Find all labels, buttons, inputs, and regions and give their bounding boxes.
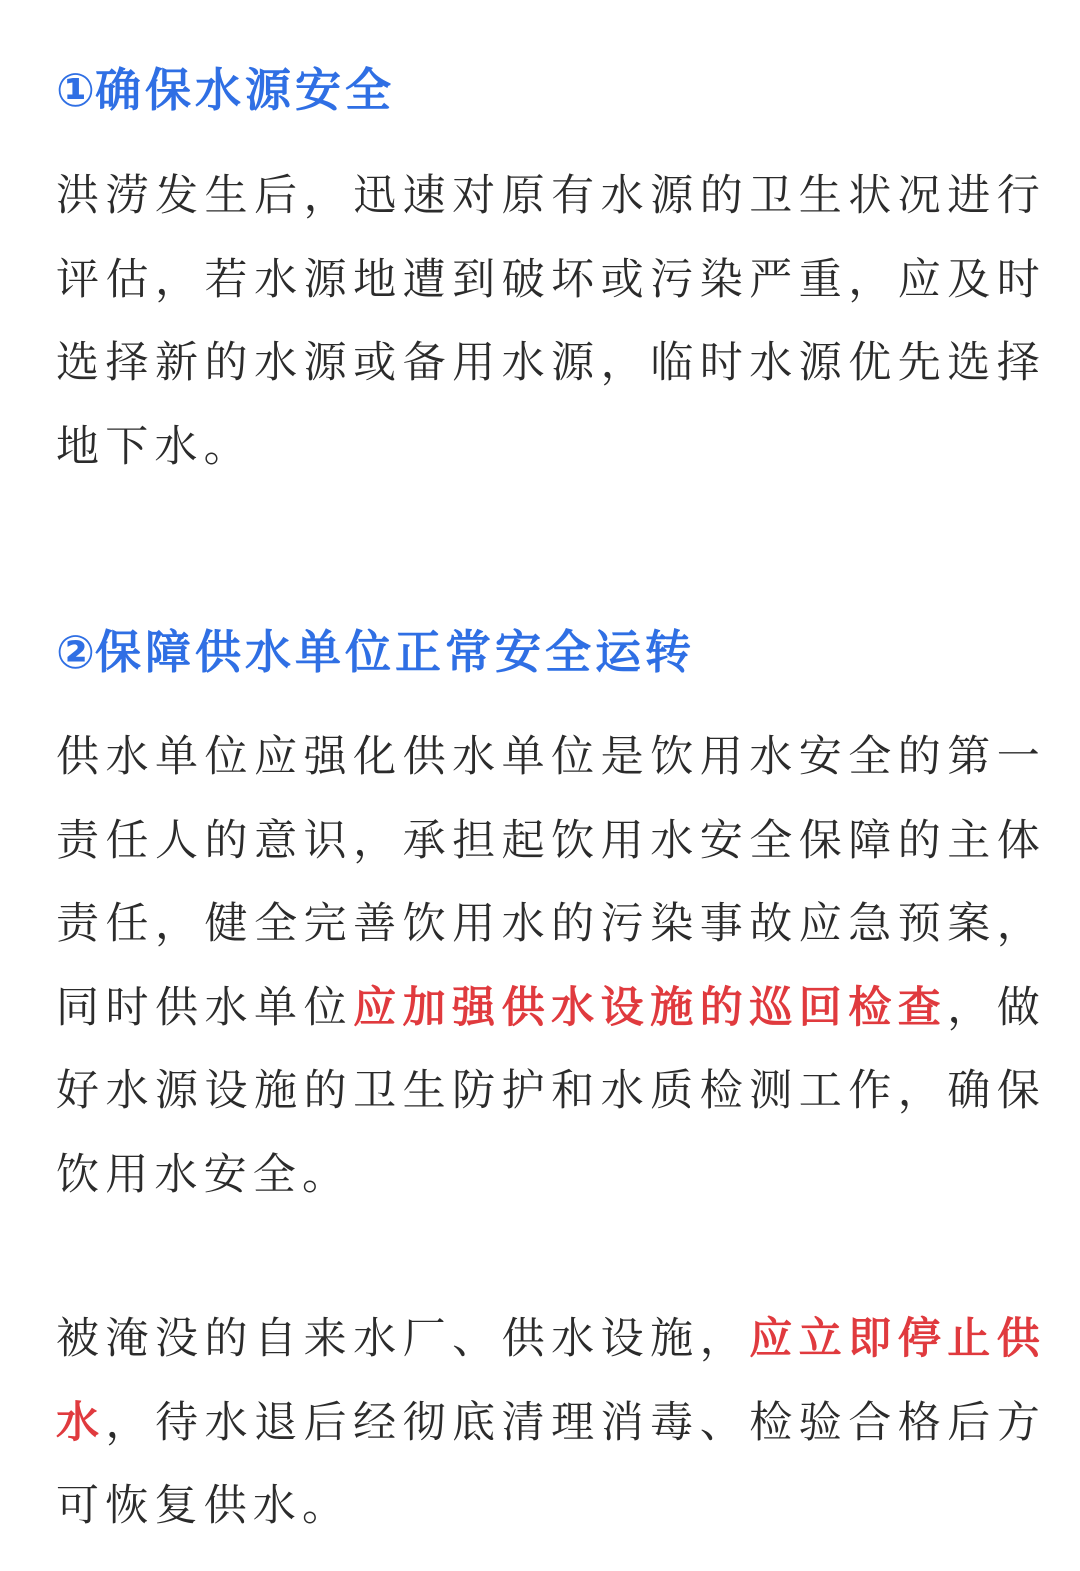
section-title: 保障供水单位正常安全运转 xyxy=(94,625,695,679)
highlight-text: 应立即停止供水 xyxy=(56,1314,1046,1448)
paragraph-text: 被淹没的自来水厂、供水设施， xyxy=(56,1314,750,1364)
highlight-text: 应加强供水设施的巡回检查 xyxy=(353,982,948,1033)
section-number: ① xyxy=(56,63,95,117)
paragraph-text: 供水单位应强化供水单位是饮用水安全的第一责任人的意识，承担起饮用水安全保障的主体责任，健全完善饮用水的污染事故应急预案，同时供水单位 xyxy=(56,732,1046,1033)
section-heading-water-supply xyxy=(56,622,695,682)
paragraph-flooded-plant xyxy=(56,1298,1046,1549)
section-number: ② xyxy=(56,625,95,679)
section-heading-water-source xyxy=(56,60,395,120)
paragraph-text: ，做好水源设施的卫生防护和水质检测工作，确保饮用水安全。 xyxy=(56,982,1046,1200)
paragraph-water-source: 洪涝发生后，迅速对原有水源的卫生状况进行评估，若水源地遭到破坏或污染严重，应及时选择新的水源或备用水源，临时水源优先选择地下水。 xyxy=(56,171,1046,472)
section-title: 确保水源安全 xyxy=(94,63,395,117)
paragraph-text: ，待水退后经彻底清理消毒、检验合格后方可恢复供水。 xyxy=(56,1397,1046,1531)
paragraph-supply-unit xyxy=(56,716,1046,1217)
